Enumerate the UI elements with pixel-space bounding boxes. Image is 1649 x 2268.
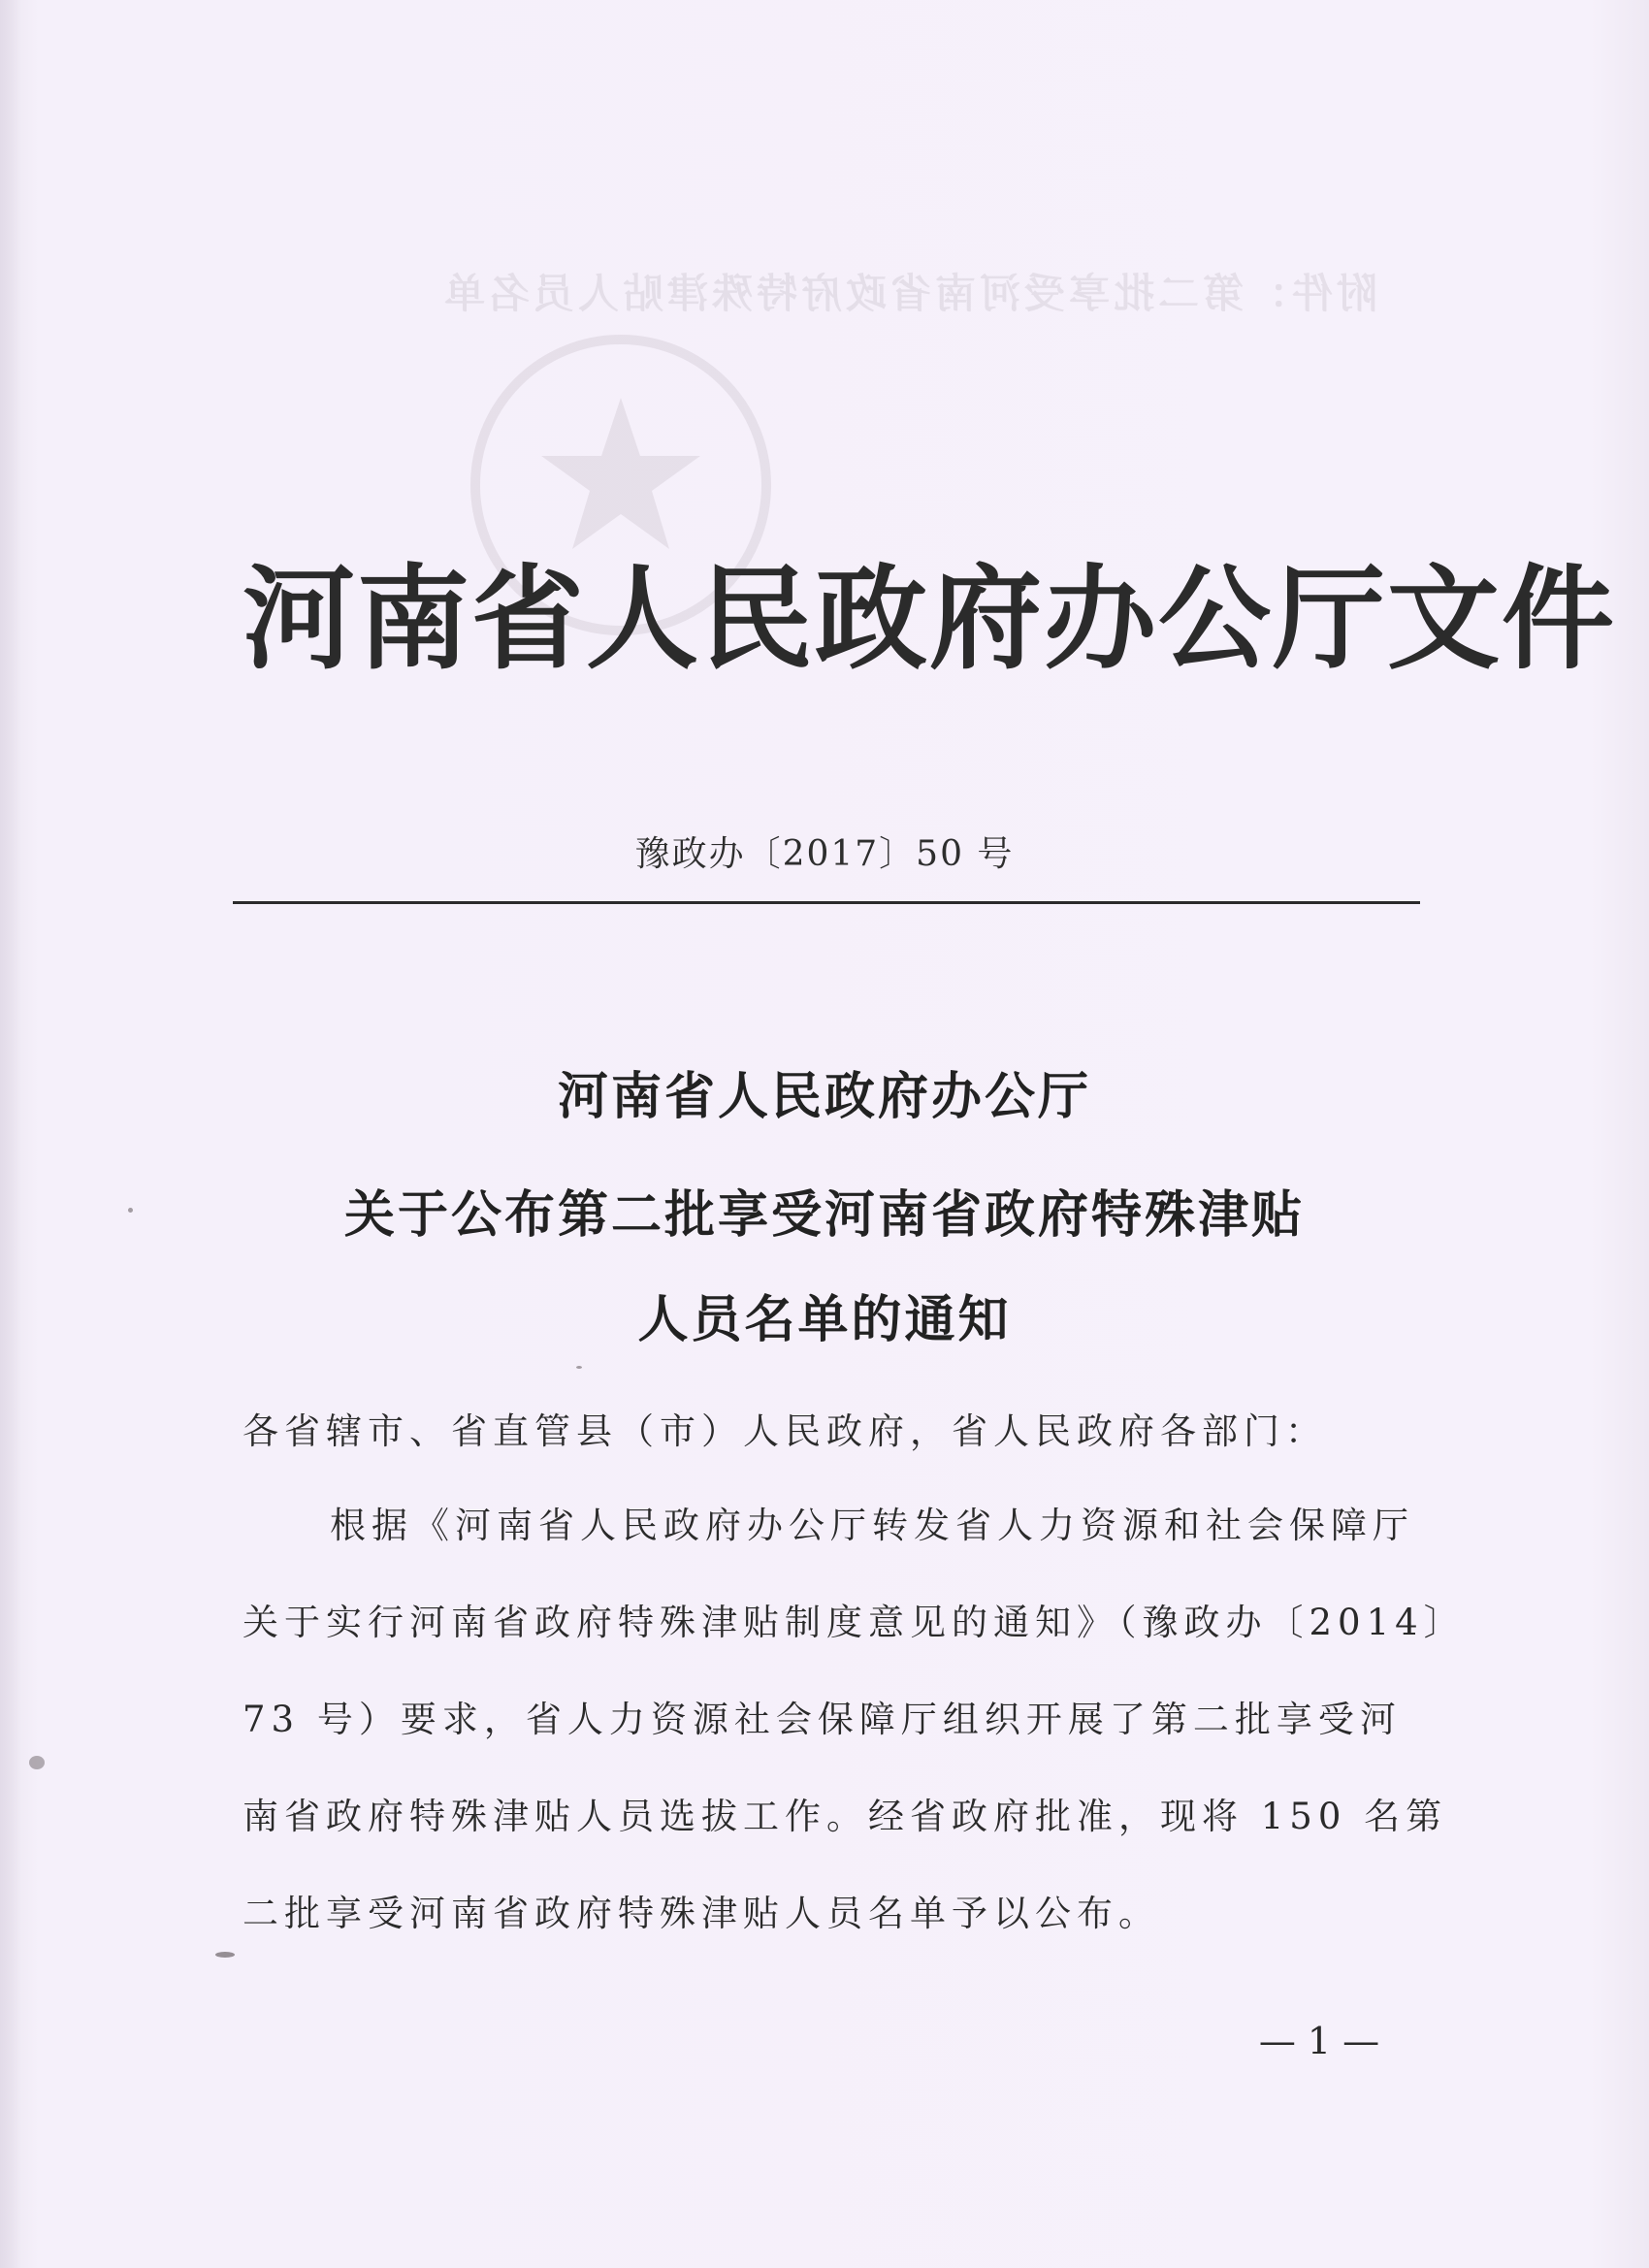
page-number: — 1 — [1258,2020,1380,2062]
body-line: 关于实行河南省政府特殊津贴制度意见的通知》（豫政办〔2014〕 [242,1602,1466,1643]
scan-speck [128,1208,133,1213]
document-number: 豫政办〔2017〕50 号 [634,834,1015,874]
body-line: 73 号）要求，省人力资源社会保障厅组织开展了第二批享受河 [242,1699,1402,1740]
notice-title-line-3: 人员名单的通知 [637,1291,1012,1349]
header-divider [233,901,1420,904]
notice-title-line-2: 关于公布第二批享受河南省政府特殊津贴 [343,1186,1305,1245]
body-line: 南省政府特殊津贴人员选拔工作。经省政府批准，现将 150 名第 [242,1796,1448,1837]
document-header-title: 河南省人民政府办公厅文件 [242,554,1616,685]
scan-speck [29,1756,45,1769]
scan-speck [576,1366,582,1369]
scan-speck [215,1952,235,1958]
body-line: 二批享受河南省政府特殊津贴人员名单予以公布。 [242,1893,1160,1934]
salutation: 各省辖市、省直管县（市）人民政府，省人民政府各部门： [242,1410,1327,1452]
body-line: 根据《河南省人民政府办公厅转发省人力资源和社会保障厅 [330,1505,1414,1546]
notice-title-line-1: 河南省人民政府办公厅 [557,1068,1091,1126]
scan-edge-shadow [0,0,21,2268]
bleed-through-text: 附件：第二批享受河南省政府特殊津贴人员名单 [439,270,1377,317]
